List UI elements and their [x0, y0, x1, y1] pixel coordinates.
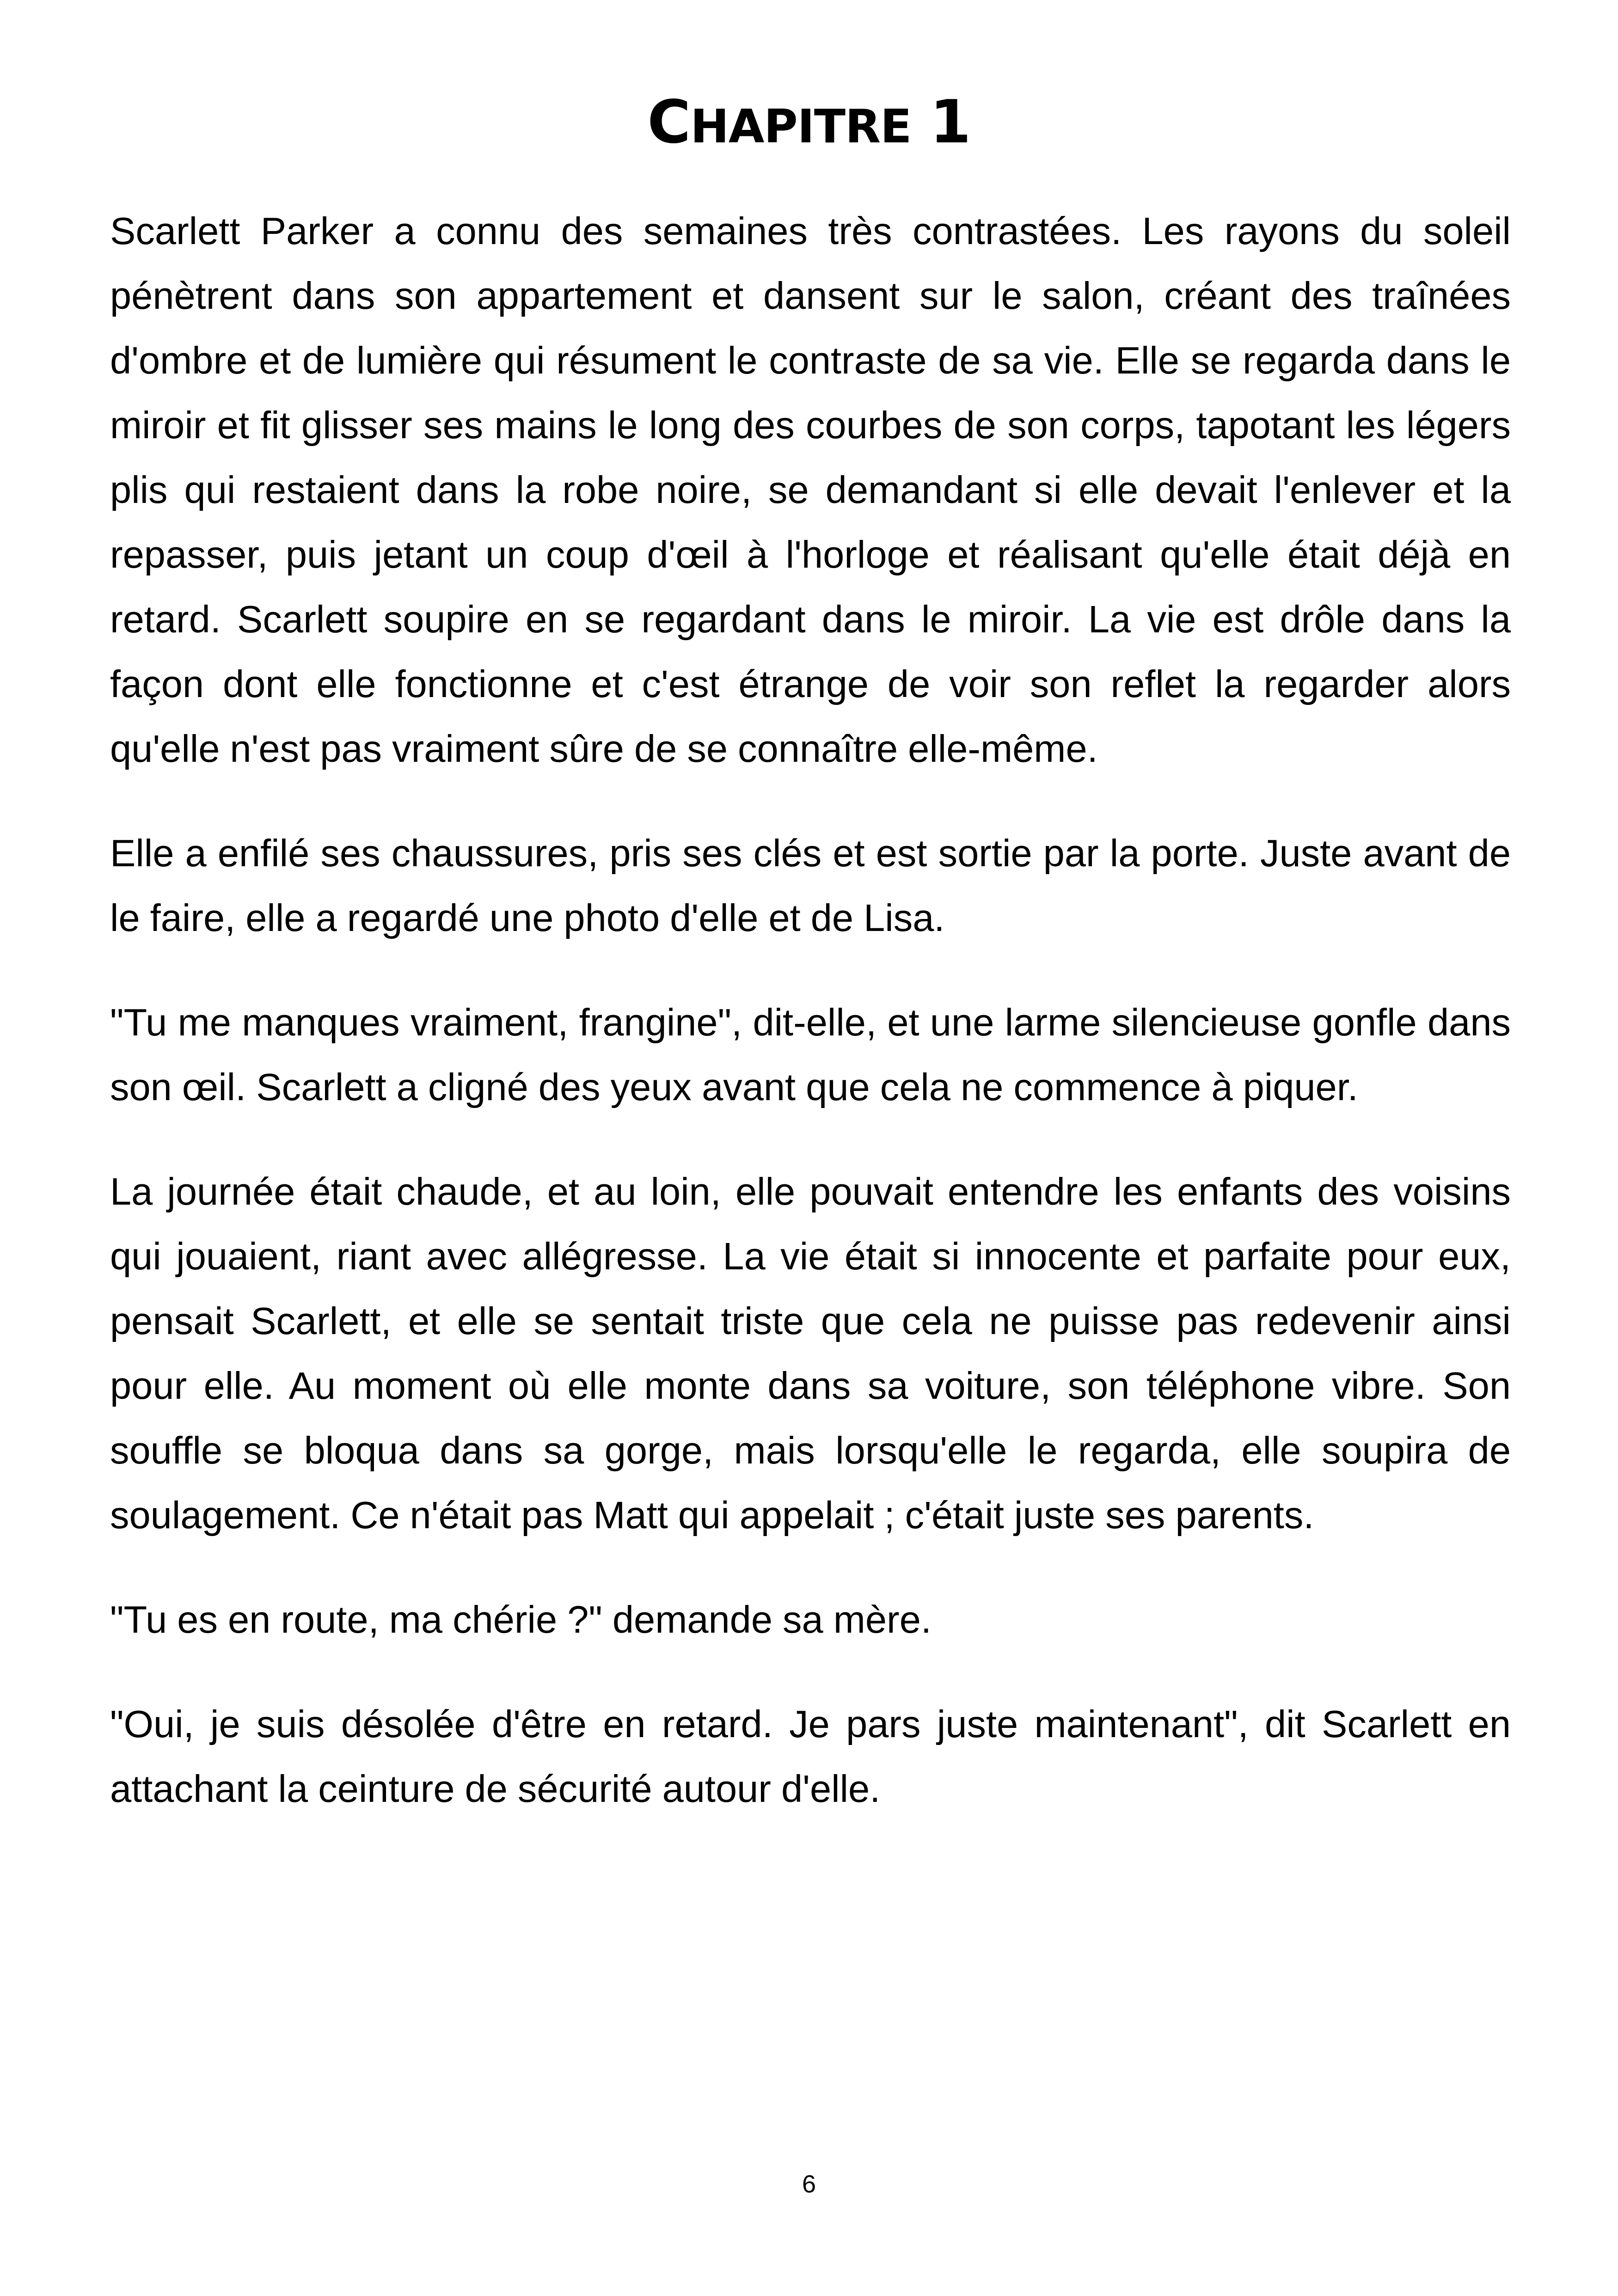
- chapter-title-initial: C: [647, 88, 691, 157]
- chapter-title: [0, 86, 1618, 164]
- chapter-number: 1: [930, 88, 971, 157]
- chapter-title-rest: HAPITRE: [690, 99, 912, 153]
- paragraph-6: "Oui, je suis désolée d'être en retard. Je pars juste maintenant", dit Scarlett en attachant la ceinture de sécurité autour d'elle.: [110, 1702, 1511, 1810]
- paragraph-3: "Tu me manques vraiment, frangine", dit-elle, et une larme silencieuse gonfle dans son œil. Scarlett a cligné des yeux avant que cela ne commence à piquer.: [110, 1001, 1511, 1108]
- paragraph-1: Scarlett Parker a connu des semaines très contrastées. Les rayons du soleil pénètrent dans son appartement et dansent sur le salon, créant des traînées d'ombre et de lumière qui résument le contraste de sa vie. Elle se regarda dans le miroir et fit glisser ses mains le long des courbes de son corps, tapotant les légers plis qui restaient dans la robe noire, se demandant si elle devait l'enlever et la repasser, puis jetant un coup d'œil à l'horloge et réalisant qu'elle était déjà en retard. Scarlett soupire en se regardant dans le miroir. La vie est drôle dans la façon dont elle fonctionne et c'est étrange de voir son reflet la regarder alors qu'elle n'est pas vraiment sûre de se connaître elle-même.: [110, 209, 1511, 770]
- page-number: 6: [802, 2170, 816, 2198]
- paragraph-2: Elle a enfilé ses chaussures, pris ses clés et est sortie par la porte. Juste avant de le faire, elle a regardé une photo d'elle et de Lisa.: [110, 832, 1511, 939]
- paragraph-5: "Tu es en route, ma chérie ?" demande sa mère.: [110, 1598, 932, 1641]
- chapter-body: [110, 199, 1511, 1861]
- paragraph-4: La journée était chaude, et au loin, elle pouvait entendre les enfants des voisins qui jouaient, riant avec allégresse. La vie était si innocente et parfaite pour eux, pensait Scarlett, et elle se sentait triste que cela ne puisse pas redevenir ainsi pour elle. Au moment où elle monte dans sa voiture, son téléphone vibre. Son souffle se bloqua dans sa gorge, mais lorsqu'elle le regarda, elle soupira de soulagement. Ce n'était pas Matt qui appelait ; c'était juste ses parents.: [110, 1170, 1511, 1537]
